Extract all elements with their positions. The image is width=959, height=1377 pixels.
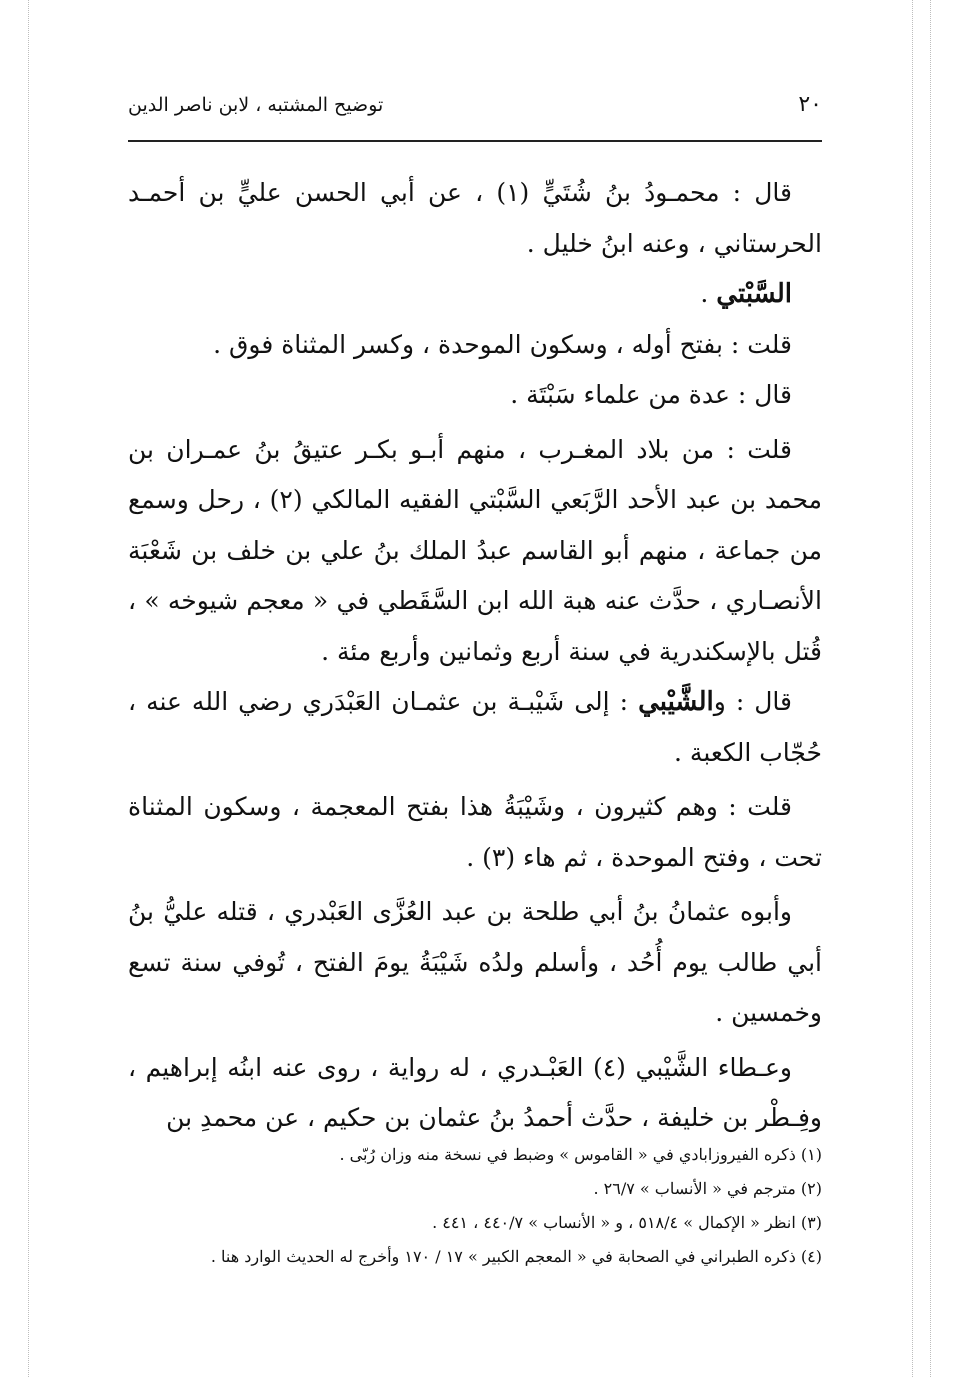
scan-guide-line [930,0,931,1377]
footnote-2: (٢) مترجم في « الأنساب » ٢٦/٧ . [593,1179,822,1198]
scan-guide-line [912,0,913,1377]
paragraph: وعـطاء الشَّيْبي (٤) العَبْـدري ، له رواية ، روى عنه ابنُه إبراهيم ، وفِـطْر بن خليفة ، حدَّث أحمدُ بنُ عثمان بن حكيم ، عن محمدِ بن [128,1052,822,1132]
paragraph-rest: : إلى شَيْبـة بن عثمـان العَبْدَري رضي الله عنه ، حُجّاب الكعبة . [128,687,822,767]
paragraph: قلت : وهم كثيرون ، وشَيْبَةُ هذا بفتح المعجمة ، وسكون المثناة تحت ، وفتح الموحدة ، ثم هاء (٣) . [128,792,822,872]
footnotes [128,1138,822,1274]
paragraph: وأبوه عثمانُ بنُ أبي طلحة بن عبد العُزَّى العَبْدري ، قتله عليُّ بنُ أبي طالب يوم أُحُد ، وأسلم ولدُه شَيْبَةُ يومَ الفتح ، تُوفي سنة تسع وخمسين . [128,897,822,1027]
scan-guide-line [28,0,29,1377]
entry-heading-word: الشَّيْبي [638,687,714,717]
page-header [128,92,822,132]
header-rule [128,140,822,142]
paragraph [128,677,822,778]
paragraph: قلت : من بلاد المغـرب ، منهم أبـو بكـر عتيقُ بنُ عمـران بن محمد بن عبد الأحد الرَّبَعي السَّبْتي الفقيه المالكي (٢) ، رحل وسمع من جماعة ، منهم أبو القاسم عبدُ الملك بنُ علي بن خلف بن شَعْبَة الأنصـاري ، حدَّث عنه هبة الله ابن السَّقَطي في « معجم شيوخه » ، قُتل بالإسكندرية في سنة أربع وثمانين وأربع مئة . [128,434,822,666]
footnote-4: (٤) ذكره الطبراني في الصحابة في « المعجم الكبير » ١٧ / ١٧٠ وأخرج له الحديث الوارد هنا . [210,1247,822,1266]
main-text [128,168,822,1144]
footnote-1: (١) ذكره الفيروزابادي في « القاموس » وضبط في نسخة منه وزان رُبّى . [339,1145,822,1164]
entry-heading-punct: . [700,279,717,308]
paragraph-lead: قال : و [713,687,792,716]
running-title: توضيح المشتبه ، لابن ناصر الدين [128,94,384,116]
footnote-3: (٣) انظر « الإكمال » ٥١٨/٤ ، و « الأنساب » ٤٤٠/٧ ، ٤٤١ . [432,1213,822,1232]
paragraph: قال : محمـودُ بنُ شُتَيٍّ (١) ، عن أبي الحسن عليٍّ بن أحمـد الحرستاني ، وعنه ابنُ خليل . [128,178,822,258]
paragraph: قال : عدة من علماء سَبْتَة . [510,380,792,409]
entry-heading [128,269,822,320]
page-number: ٢٠ [798,92,822,117]
paragraph: قلت : بفتح أوله ، وسكون الموحدة ، وكسر المثناة فوق . [213,329,792,359]
entry-heading-word: السَّبْتي [716,279,792,309]
